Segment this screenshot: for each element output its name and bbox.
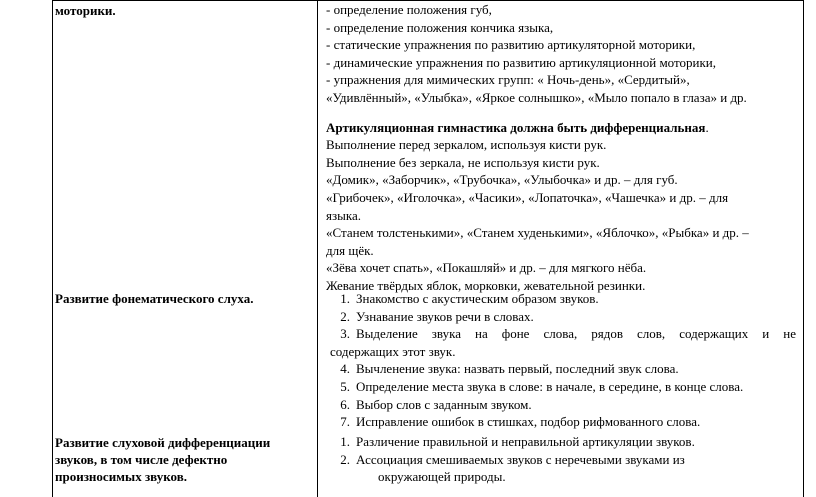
articulation-line: - определение положения губ, [326,2,492,17]
spacer [326,107,798,119]
left-cell-phonemic [55,290,313,307]
gymnastics-line: Жевание твёрдых яблок, морковки, жевательной резинки. [326,277,646,293]
list-item: 1. Знакомство с акустическим образом звуков. [340,291,599,306]
gymnastics-line: Выполнение без зеркала, не используя кисти рук. [326,154,600,170]
left-cell-motorics [55,2,313,19]
gymnastics-line: «Домик», «Заборчик», «Трубочка», «Улыбочка» и др. – для губ. [326,172,678,188]
list-item: 7. Исправление ошибок в стишках, подбор рифмованного слова. [340,414,701,430]
auditory-diff-line: звуков, в том числе дефектно [55,452,228,467]
gymnastics-line: «Станем толстенькими», «Станем худенькими», «Яблочко», «Рыбка» и др. – [326,225,749,241]
list-item: 2. Узнавание звуков речи в словах. [340,308,534,324]
gymnastics-heading-period: . [705,119,709,135]
articulation-line: - определение положения кончика языка, [326,19,554,35]
left-cell-auditory [55,434,313,485]
gymnastics-line: для щёк. [326,242,374,258]
gymnastics-line: «Зёва хочет спать», «Покашляй» и др. – для мягкого нёба. [326,260,647,276]
phonemic-list [330,290,802,431]
articulation-line: - упражнения для мимических групп: « Ночь-день», «Сердитый», [326,72,690,88]
articulation-line: «Удивлённый», «Улыбка», «Яркое солнышко», «Мыло попало в глаза» и др. [326,89,747,105]
articulation-line: - статические упражнения по развитию артикуляторной моторики, [326,37,696,53]
list-item: 4. Вычленение звука: назвать первый, последний звук слова. [340,361,679,377]
phonemic-hearing-label: Развитие фонематического слуха. [55,291,254,306]
table-column-divider [317,0,318,497]
articulation-line: - динамические упражнения по развитию артикуляционной моторики, [326,54,716,70]
auditory-diff-line: Развитие слуховой дифференциации [55,435,271,450]
table-right-border [803,0,804,497]
list-item: 2. Ассоциация смешиваемых звуков с неречевыми звуками из окружающей природы. [340,451,685,485]
right-cell-articulation [326,1,798,295]
table-left-border [52,0,53,497]
motorics-label: моторики. [55,3,116,18]
gymnastics-line: Выполнение перед зеркалом, используя кисти рук. [326,137,607,153]
gymnastics-line: языка. [326,207,361,223]
gymnastics-heading-text: Артикуляционная гимнастика должна быть дифференциальная [326,119,706,135]
list-item: 6. Выбор слов с заданным звуком. [340,396,532,412]
auditory-diff-line: произносимых звуков. [55,469,188,484]
list-item: 5. Определение места звука в слове: в начале, в середине, в конце слова. [340,378,744,394]
auditory-list [330,433,802,486]
list-item: 1. Различение правильной и неправильной артикуляции звуков. [340,434,695,449]
gymnastics-heading [326,119,798,137]
gymnastics-line: «Грибочек», «Иголочка», «Часики», «Лопаточка», «Чашечка» и др. – для [326,189,729,205]
list-item: 3. Выделение звука на фоне слова, рядов слов, содержащих и не содержащих этот звук. [330,326,796,359]
